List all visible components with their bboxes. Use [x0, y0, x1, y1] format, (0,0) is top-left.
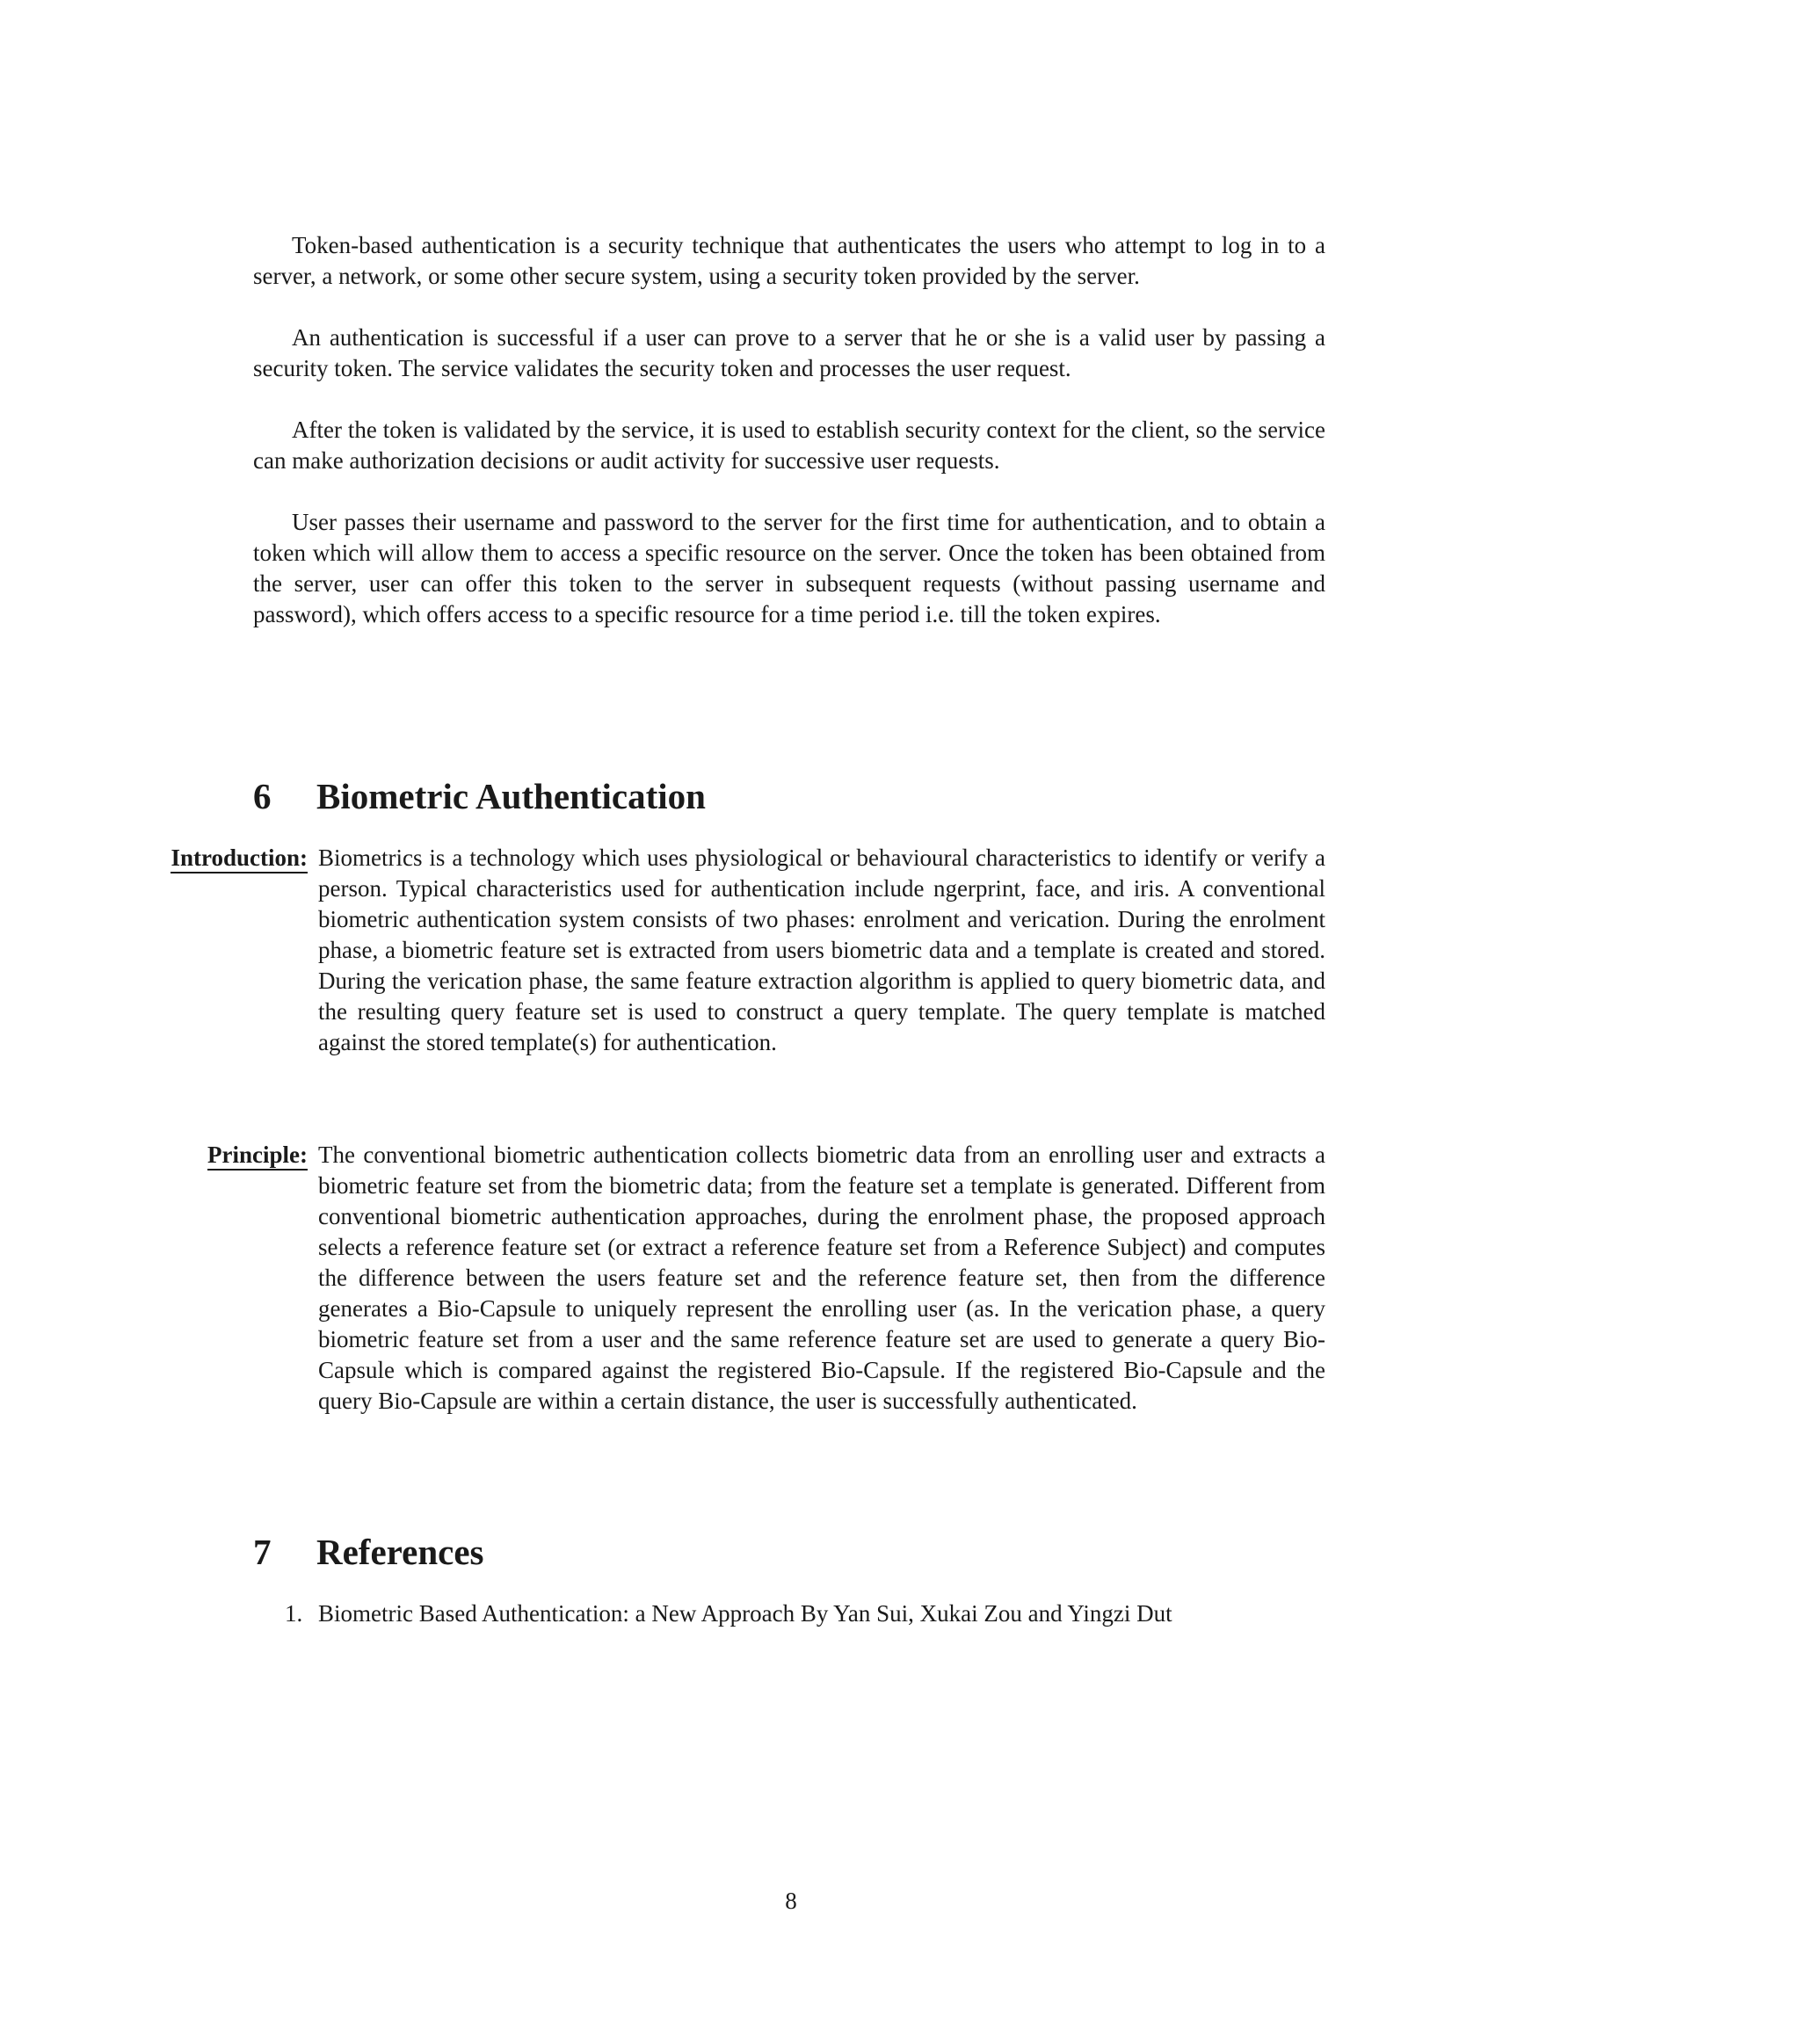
- section-number: 7: [253, 1532, 272, 1572]
- references-list: [253, 1598, 1325, 1629]
- paragraph: User passes their username and password to the server for the first time for authentication, and to obtain a token which will allow them to access a specific resource on the server. Once the token has been obtained from the server, user can offer this token to the server in subsequent requests (without passing username and password), which offers access to a specific resource for a time period i.e. till the token expires.: [253, 509, 1325, 627]
- reference-item: [253, 1598, 1325, 1629]
- introduction-term: Introduction:: [132, 843, 308, 873]
- reference-text: Biometric Based Authentication: a New Approach By Yan Sui, Xukai Zou and Yingzi Dut: [318, 1600, 1172, 1627]
- section-6-heading: [253, 775, 706, 817]
- paragraph: After the token is validated by the service, it is used to establish security context for the client, so the service can make authorization decisions or audit activity for successive user requests.: [253, 417, 1325, 474]
- section-title: Biometric Authentication: [316, 776, 706, 816]
- section-number: 6: [253, 776, 272, 816]
- introduction-text: Biometrics is a technology which uses physiological or behavioural characteristics to identify or verify a person. Typical characteristics used for authentication include ngerprint, face, and iris. A conventional biometric authentication system consists of two phases: enrolment and verication. During the enrolment phase, a biometric feature set is extracted from users biometric data and a template is created and stored. During the verication phase, the same feature extraction algorithm is applied to query biometric data, and the resulting query feature set is used to construct a query template. The query template is matched against the stored template(s) for authentication.: [318, 844, 1325, 1055]
- token-auth-text: [253, 230, 1325, 661]
- principle-text: The conventional biometric authentication collects biometric data from an enrolling user and extracts a biometric feature set from the biometric data; from the feature set a template is generated. Different from conventional biometric authentication approaches, during the enrolment phase, the proposed approach selects a reference feature set (or extract a reference feature set from a Reference Subject) and computes the difference between the users feature set and the reference feature set, then from the difference generates a Bio-Capsule to uniquely represent the enrolling user (as. In the verication phase, a query biometric feature set from a user and the same reference feature set are used to generate a query Bio-Capsule which is compared against the registered Bio-Capsule. If the registered Bio-Capsule and the query Bio-Capsule are within a certain distance, the user is successfully authenticated.: [318, 1142, 1325, 1414]
- page-number: 8: [785, 1888, 797, 1914]
- section-7-heading: [253, 1531, 483, 1573]
- paragraph: Token-based authentication is a security technique that authenticates the users who attempt to log in to a server, a network, or some other secure system, using a security token provided by the server.: [253, 232, 1325, 289]
- principle-entry: [132, 1140, 1325, 1417]
- paragraph: An authentication is successful if a user can prove to a server that he or she is a valid user by passing a security token. The service validates the security token and processes the user request.: [253, 324, 1325, 381]
- principle-term: Principle:: [132, 1140, 308, 1171]
- introduction-entry: [132, 843, 1325, 1058]
- section-title: References: [316, 1532, 484, 1572]
- reference-number: 1.: [285, 1600, 303, 1627]
